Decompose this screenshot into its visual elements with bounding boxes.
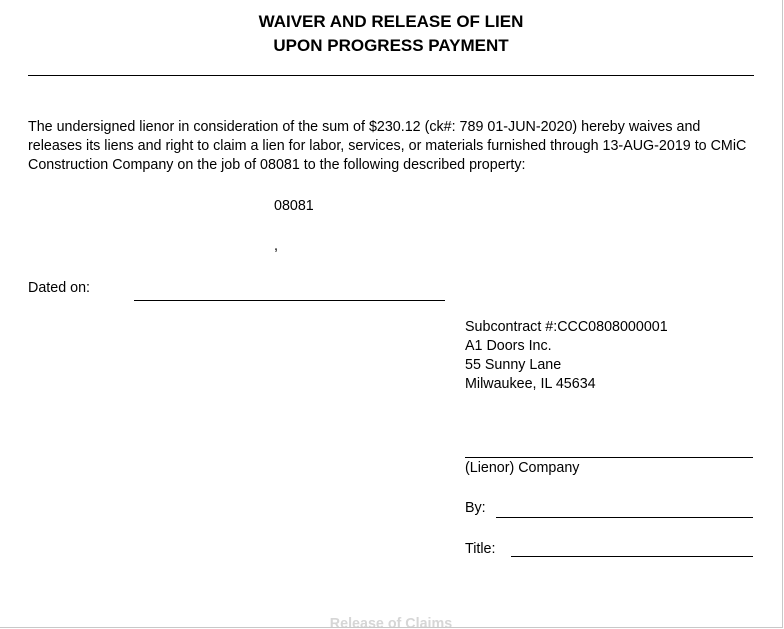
job-code: 08081	[274, 198, 314, 214]
title-divider	[28, 75, 754, 76]
lienor-company-label: (Lienor) Company	[465, 460, 580, 476]
by-label: By:	[465, 500, 486, 516]
by-signature-line	[496, 517, 753, 518]
lienor-street: 55 Sunny Lane	[465, 357, 562, 373]
title-signature-line	[511, 556, 753, 557]
lienor-company-name: A1 Doors Inc.	[465, 338, 552, 354]
waiver-paragraph: The undersigned lienor in consideration of the sum of $230.12 (ck#: 789 01-JUN-2020) hereby waives and releases its liens and right to claim a lien for labor, services, or materials furnished through 13-AUG-2019 to CMiC Construction Company on the job of 08081 to the following described property:	[28, 119, 747, 173]
title-label: Title:	[465, 541, 496, 557]
dated-on-line	[134, 300, 445, 301]
subcontract-number: Subcontract #:CCC0808000001	[465, 319, 668, 335]
document-subtitle: UPON PROGRESS PAYMENT	[273, 36, 509, 55]
lienor-city: Milwaukee, IL 45634	[465, 376, 596, 392]
company-signature-line	[465, 457, 753, 458]
release-of-claims-heading: Release of Claims	[329, 616, 453, 628]
property-description: ,	[274, 238, 278, 254]
document-title: WAIVER AND RELEASE OF LIEN	[258, 12, 524, 31]
dated-on-label: Dated on:	[28, 280, 90, 296]
